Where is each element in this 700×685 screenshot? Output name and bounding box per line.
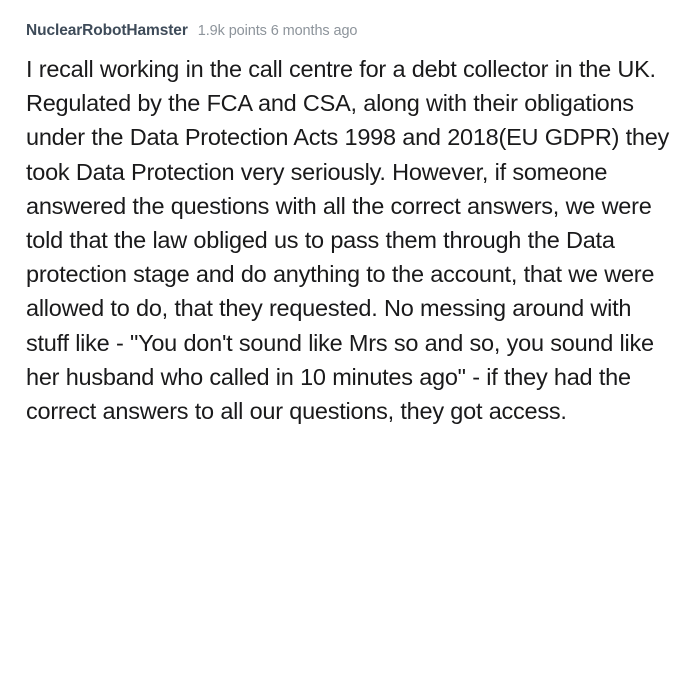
- comment-author[interactable]: NuclearRobotHamster: [26, 22, 188, 39]
- comment-meta: 1.9k points 6 months ago: [197, 23, 358, 39]
- comment-header: [26, 22, 674, 40]
- comment-body: I recall working in the call centre for a debt collector in the UK. Regulated by the FCA and CSA, along with their obligations under the Data Protection Acts 1998 and 2018(EU GDPR) they took Data Protection very seriously. However, if someone answered the questions with all the correct answers, we were told that the law obliged us to pass them through the Data protection stage and do anything to the account, that we were allowed to do, that they requested. No messing around with stuff like - "You don't sound like Mrs so and so, you sound like her husband who called in 10 minutes ago" - if they had the correct answers to all our questions, they got access.: [26, 56, 670, 424]
